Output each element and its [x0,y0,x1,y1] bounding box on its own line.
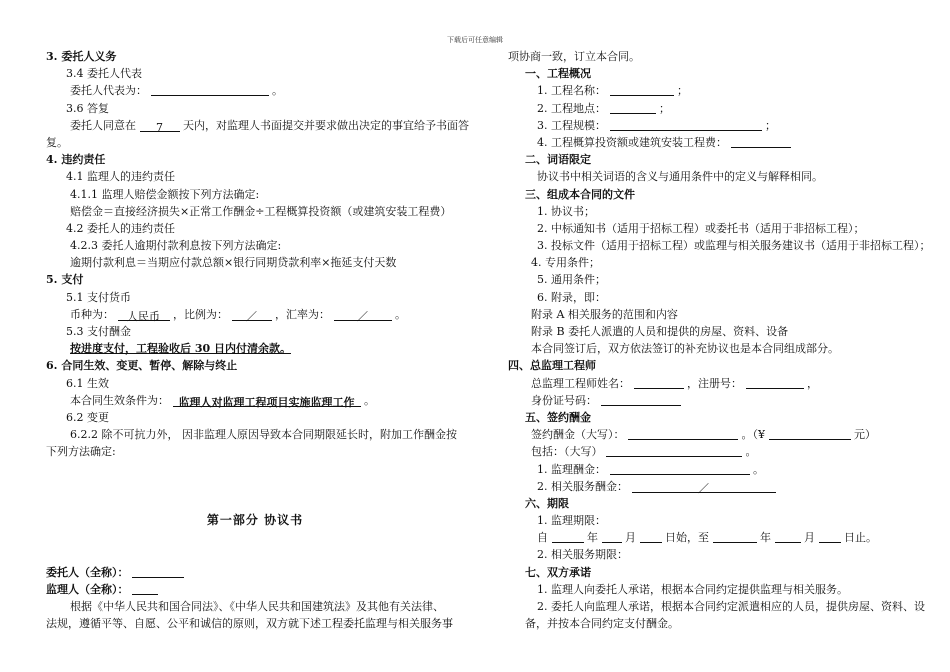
supervisor-blank [132,582,158,595]
currency-label: 币种为： [70,307,114,321]
fee-title: 五、签约酬金 [525,410,591,424]
fee-2-value: ／ [632,480,776,493]
preamble-line-1: 根据《中华人民共和国合同法》、《中华人民共和国建筑法》及其他有关法律、 [70,600,444,613]
project-scale-blank [610,118,762,131]
payment-terms: 按进度支付，工程验收后 30 日内付清余款。 [70,342,291,356]
project-name-blank [610,83,674,96]
clause-3-4: 3.4 委托人代表 [66,67,142,81]
right-column [508,48,931,632]
clause-6-2-2: 6.2.2 除不可抗力外， 因非监理人原因导致本合同期限延长时，附加工作酬金按 [70,428,457,442]
reply-text-b: 天内，对监理人书面提交并要求做出决定的事宜给予书面答 [183,118,469,132]
project-name-line [525,82,915,99]
period-dates-line [525,529,915,546]
chief-id-label: 身份证号码： [531,393,597,407]
supervisor-name-line [46,581,464,598]
fee-blank [628,427,738,440]
clause-5-1: 5.1 支付货币 [66,290,131,304]
start-day-blank [640,530,662,543]
chief-reg-end: ， [807,376,818,390]
ratio-label: ，比例为： [173,307,228,321]
rate-value: ／ [334,308,392,321]
late-interest-formula: 逾期付款利息＝当期应付款总额×银行同期贷款利率×拖延支付天数 [70,256,397,270]
end-month-blank [775,530,801,543]
appendix-a: 附录 A 相关服务的范围和内容 [531,307,678,321]
end-year-label: 年 [760,531,771,545]
effective-line [46,392,464,409]
clause-3-6: 3.6 答复 [66,101,109,115]
client-rep-label: 委托人代表为： [70,84,147,98]
reply-line [46,117,469,134]
promises-title: 七、双方承诺 [525,565,591,579]
doc-item-5: 5. 通用条件； [537,273,606,287]
chief-id-blank [601,393,681,406]
from-label: 自 [537,531,548,545]
include-label: 包括：（大写） [531,445,603,459]
period-2-line: 2. 相关服务期限： [537,548,628,562]
client-rep-line [46,82,464,99]
fee-2-label: 2. 相关服务酬金： [537,479,628,493]
project-invest-line [525,134,915,151]
project-scale-line [525,117,915,134]
client-label: 委托人（全称）： [46,565,129,579]
effective-label: 本合同生效条件为： [70,393,169,407]
start-year-label: 年 [587,531,598,545]
clause-4-2: 4.2 委托人的违约责任 [66,221,175,235]
fee-label: 签约酬金（大写）： [531,428,625,442]
start-year-blank [552,530,584,543]
project-place-end: ； [659,101,670,115]
project-overview-title: 一、工程概况 [525,67,591,81]
chief-reg-blank [746,376,804,389]
section-3-title: 3. 委托人义务 [46,50,117,63]
compensation-formula: 赔偿金＝直接经济损失×正常工作酬金÷工程概算投资额（或建筑安装工程费） [70,204,452,218]
clause-4-2-3: 4.2.3 委托人逾期付款利息按下列方法确定: [70,239,282,253]
header-note: 下载后可任意编辑 [447,36,503,44]
promise-2-cont: 备，并按本合同约定支付酬金。 [525,617,679,631]
appendix-b: 附录 B 委托人派遣的人员和提供的房屋、资料、设备 [531,325,789,338]
rate-label: ，汇率为： [275,307,330,321]
project-invest-label: 4. 工程概算投资额或建筑安装工程费： [537,135,727,149]
project-place-label: 2. 工程地点： [537,101,606,115]
include-end: 。 [745,445,757,459]
project-place-blank [610,101,656,114]
project-scale-label: 3. 工程规模： [537,118,606,132]
clause-4-1-1: 4.1.1 监理人赔偿金额按下列方法确定: [70,187,260,201]
effective-end: 。 [364,393,375,407]
doc-item-1: 1. 协议书； [537,204,595,218]
project-name-label: 1. 工程名称： [537,84,606,98]
fee-end: 元） [854,428,876,442]
start-month-label: 月 [625,531,636,545]
section-5-title: 5. 支付 [46,273,84,287]
supplement-note: 本合同签订后，双方依法签订的补充协议也是本合同组成部分。 [531,342,839,356]
include-line [525,443,915,460]
project-name-end: ； [677,84,688,98]
currency-end: 。 [395,307,406,321]
clause-6-2-2-cont: 下列方法确定: [46,445,116,459]
client-rep-end: 。 [272,84,283,98]
section-6-title: 6. 合同生效、变更、暂停、解除与终止 [46,359,238,373]
fee-mid: 。（¥ [741,428,765,442]
chief-id-line [525,392,915,409]
project-scale-end: ； [765,118,776,132]
end-day-label: 日止。 [844,531,877,545]
reply-line-2: 复。 [46,135,68,149]
period-title: 六、期限 [525,496,569,510]
ratio-value: ／ [232,308,272,321]
project-invest-blank [731,135,791,148]
fee-1-line [525,461,915,478]
end-month-label: 月 [804,531,815,545]
project-place-line [525,100,915,117]
fee-line [525,426,915,443]
section-4-title: 4. 违约责任 [46,153,106,167]
reply-days: 7 [140,119,180,132]
doc-item-6: 6. 附录，即： [537,290,606,304]
start-month-blank [602,530,622,543]
clause-6-1: 6.1 生效 [66,376,109,390]
fee-2-line [525,478,915,495]
client-name-line [46,564,464,581]
reply-text-a: 委托人同意在 [70,118,136,132]
fee-1-end: 。 [753,462,764,476]
chief-name-blank [634,376,684,389]
promise-2: 2. 委托人向监理人承诺，根据本合同约定派遣相应的人员，提供房屋、资料、设 [537,600,925,613]
doc-item-4: 4. 专用条件； [531,256,600,270]
client-blank [132,565,184,578]
fee-1-label: 1. 监理酬金： [537,462,606,476]
terms-text: 协议书中相关词语的含义与通用条件中的定义与解释相同。 [537,170,823,184]
documents-title: 三、组成本合同的文件 [525,187,635,201]
doc-item-2: 2. 中标通知书（适用于招标工程）或委托书（适用于非招标工程）； [537,221,865,235]
client-rep-blank [151,83,269,96]
doc-item-3: 3. 投标文件（适用于招标工程）或监理与相关服务建议书（适用于非招标工程）； [537,239,931,253]
preamble-cont: 项协商一致，订立本合同。 [508,50,640,63]
currency-value: 人民币 [118,308,170,321]
fee-number-blank [769,427,851,440]
preamble-line-2: 法规，遵循平等、自愿、公平和诚信的原则，双方就下述工程委托监理与相关服务事 [46,617,453,631]
terms-title: 二、词语限定 [525,153,591,167]
clause-4-1: 4.1 监理人的违约责任 [66,170,175,184]
include-blank [606,444,742,457]
chief-name-label: 总监理工程师姓名： [531,376,630,390]
fee-1-blank [610,462,750,475]
end-year-blank [713,530,757,543]
chief-engineer-title: 四、总监理工程师 [508,359,596,373]
end-day-blank [819,530,841,543]
chief-name-line [525,375,915,392]
left-column [46,48,469,632]
promise-1: 1. 监理人向委托人承诺，根据本合同约定提供监理与相关服务。 [537,582,848,596]
period-1-line: 1. 监理期限： [537,514,606,528]
start-day-label: 日始，至 [665,531,709,545]
clause-6-2: 6.2 变更 [66,410,109,424]
effective-condition: 监理人对监理工程项目实施监理工作 [173,394,361,407]
clause-5-3: 5.3 支付酬金 [66,325,131,338]
chief-reg-label: ，注册号： [687,376,742,390]
supervisor-label: 监理人（全称）： [46,582,129,596]
part-one-title: 第一部分 协议书 [206,513,304,528]
currency-line [46,306,464,323]
